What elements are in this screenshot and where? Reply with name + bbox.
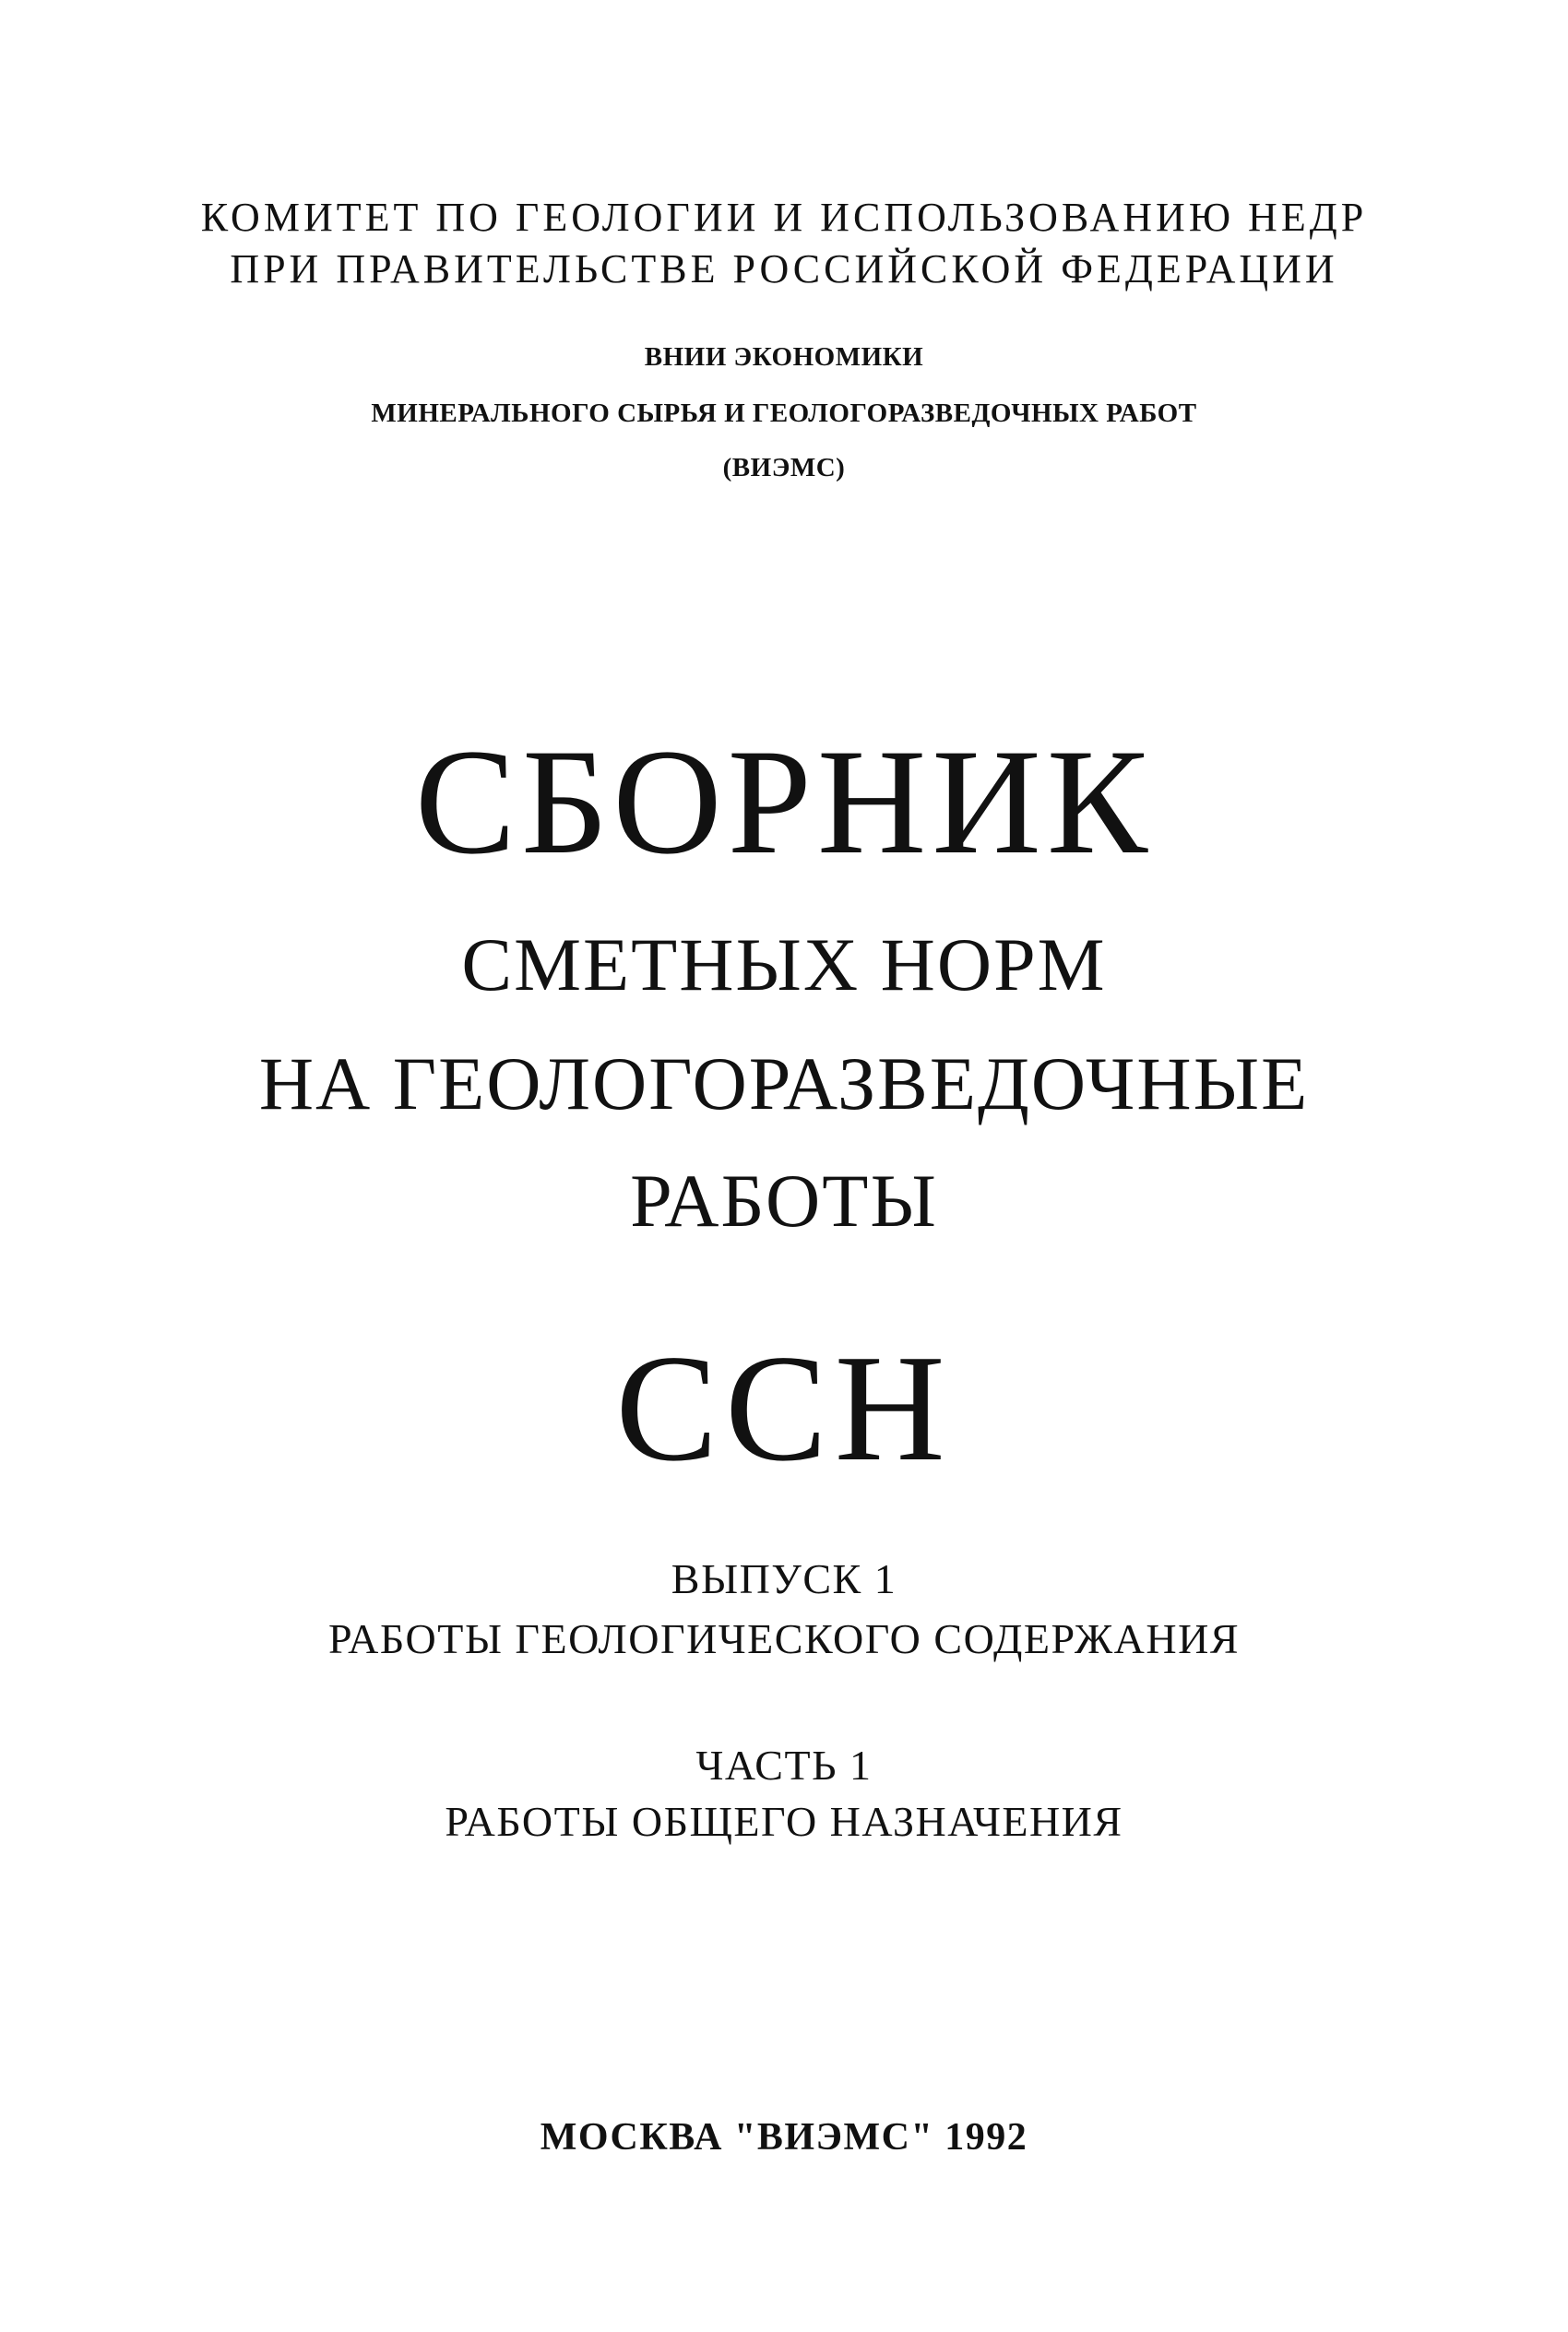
- part-label: ЧАСТЬ 1: [695, 1742, 873, 1789]
- committee-name-line-1: КОМИТЕТ ПО ГЕОЛОГИИ И ИСПОЛЬЗОВАНИЮ НЕДР: [200, 195, 1368, 240]
- institute-name-line-1: ВНИИ ЭКОНОМИКИ: [644, 342, 924, 372]
- document-subtitle-line-3: РАБОТЫ: [630, 1159, 938, 1243]
- institute-abbreviation: (ВИЭМС): [722, 453, 846, 482]
- document-subtitle-line-2: НА ГЕОЛОГОРАЗВЕДОЧНЫЕ: [258, 1041, 1310, 1125]
- committee-name-line-2: ПРИ ПРАВИТЕЛЬСТВЕ РОССИЙСКОЙ ФЕДЕРАЦИИ: [230, 246, 1338, 292]
- document-title: СБОРНИК: [414, 719, 1154, 886]
- document-abbreviation: ССН: [615, 1323, 953, 1493]
- issue-name: РАБОТЫ ГЕОЛОГИЧЕСКОГО СОДЕРЖАНИЯ: [327, 1615, 1240, 1662]
- imprint: МОСКВА "ВИЭМС" 1992: [540, 2116, 1028, 2159]
- issue-label: ВЫПУСК 1: [671, 1555, 897, 1602]
- institute-name-line-2: МИНЕРАЛЬНОГО СЫРЬЯ И ГЕОЛОГОРАЗВЕДОЧНЫХ РАБОТ: [371, 399, 1197, 428]
- document-subtitle-line-1: СМЕТНЫХ НОРМ: [461, 922, 1107, 1006]
- part-name: РАБОТЫ ОБЩЕГО НАЗНАЧЕНИЯ: [445, 1798, 1123, 1845]
